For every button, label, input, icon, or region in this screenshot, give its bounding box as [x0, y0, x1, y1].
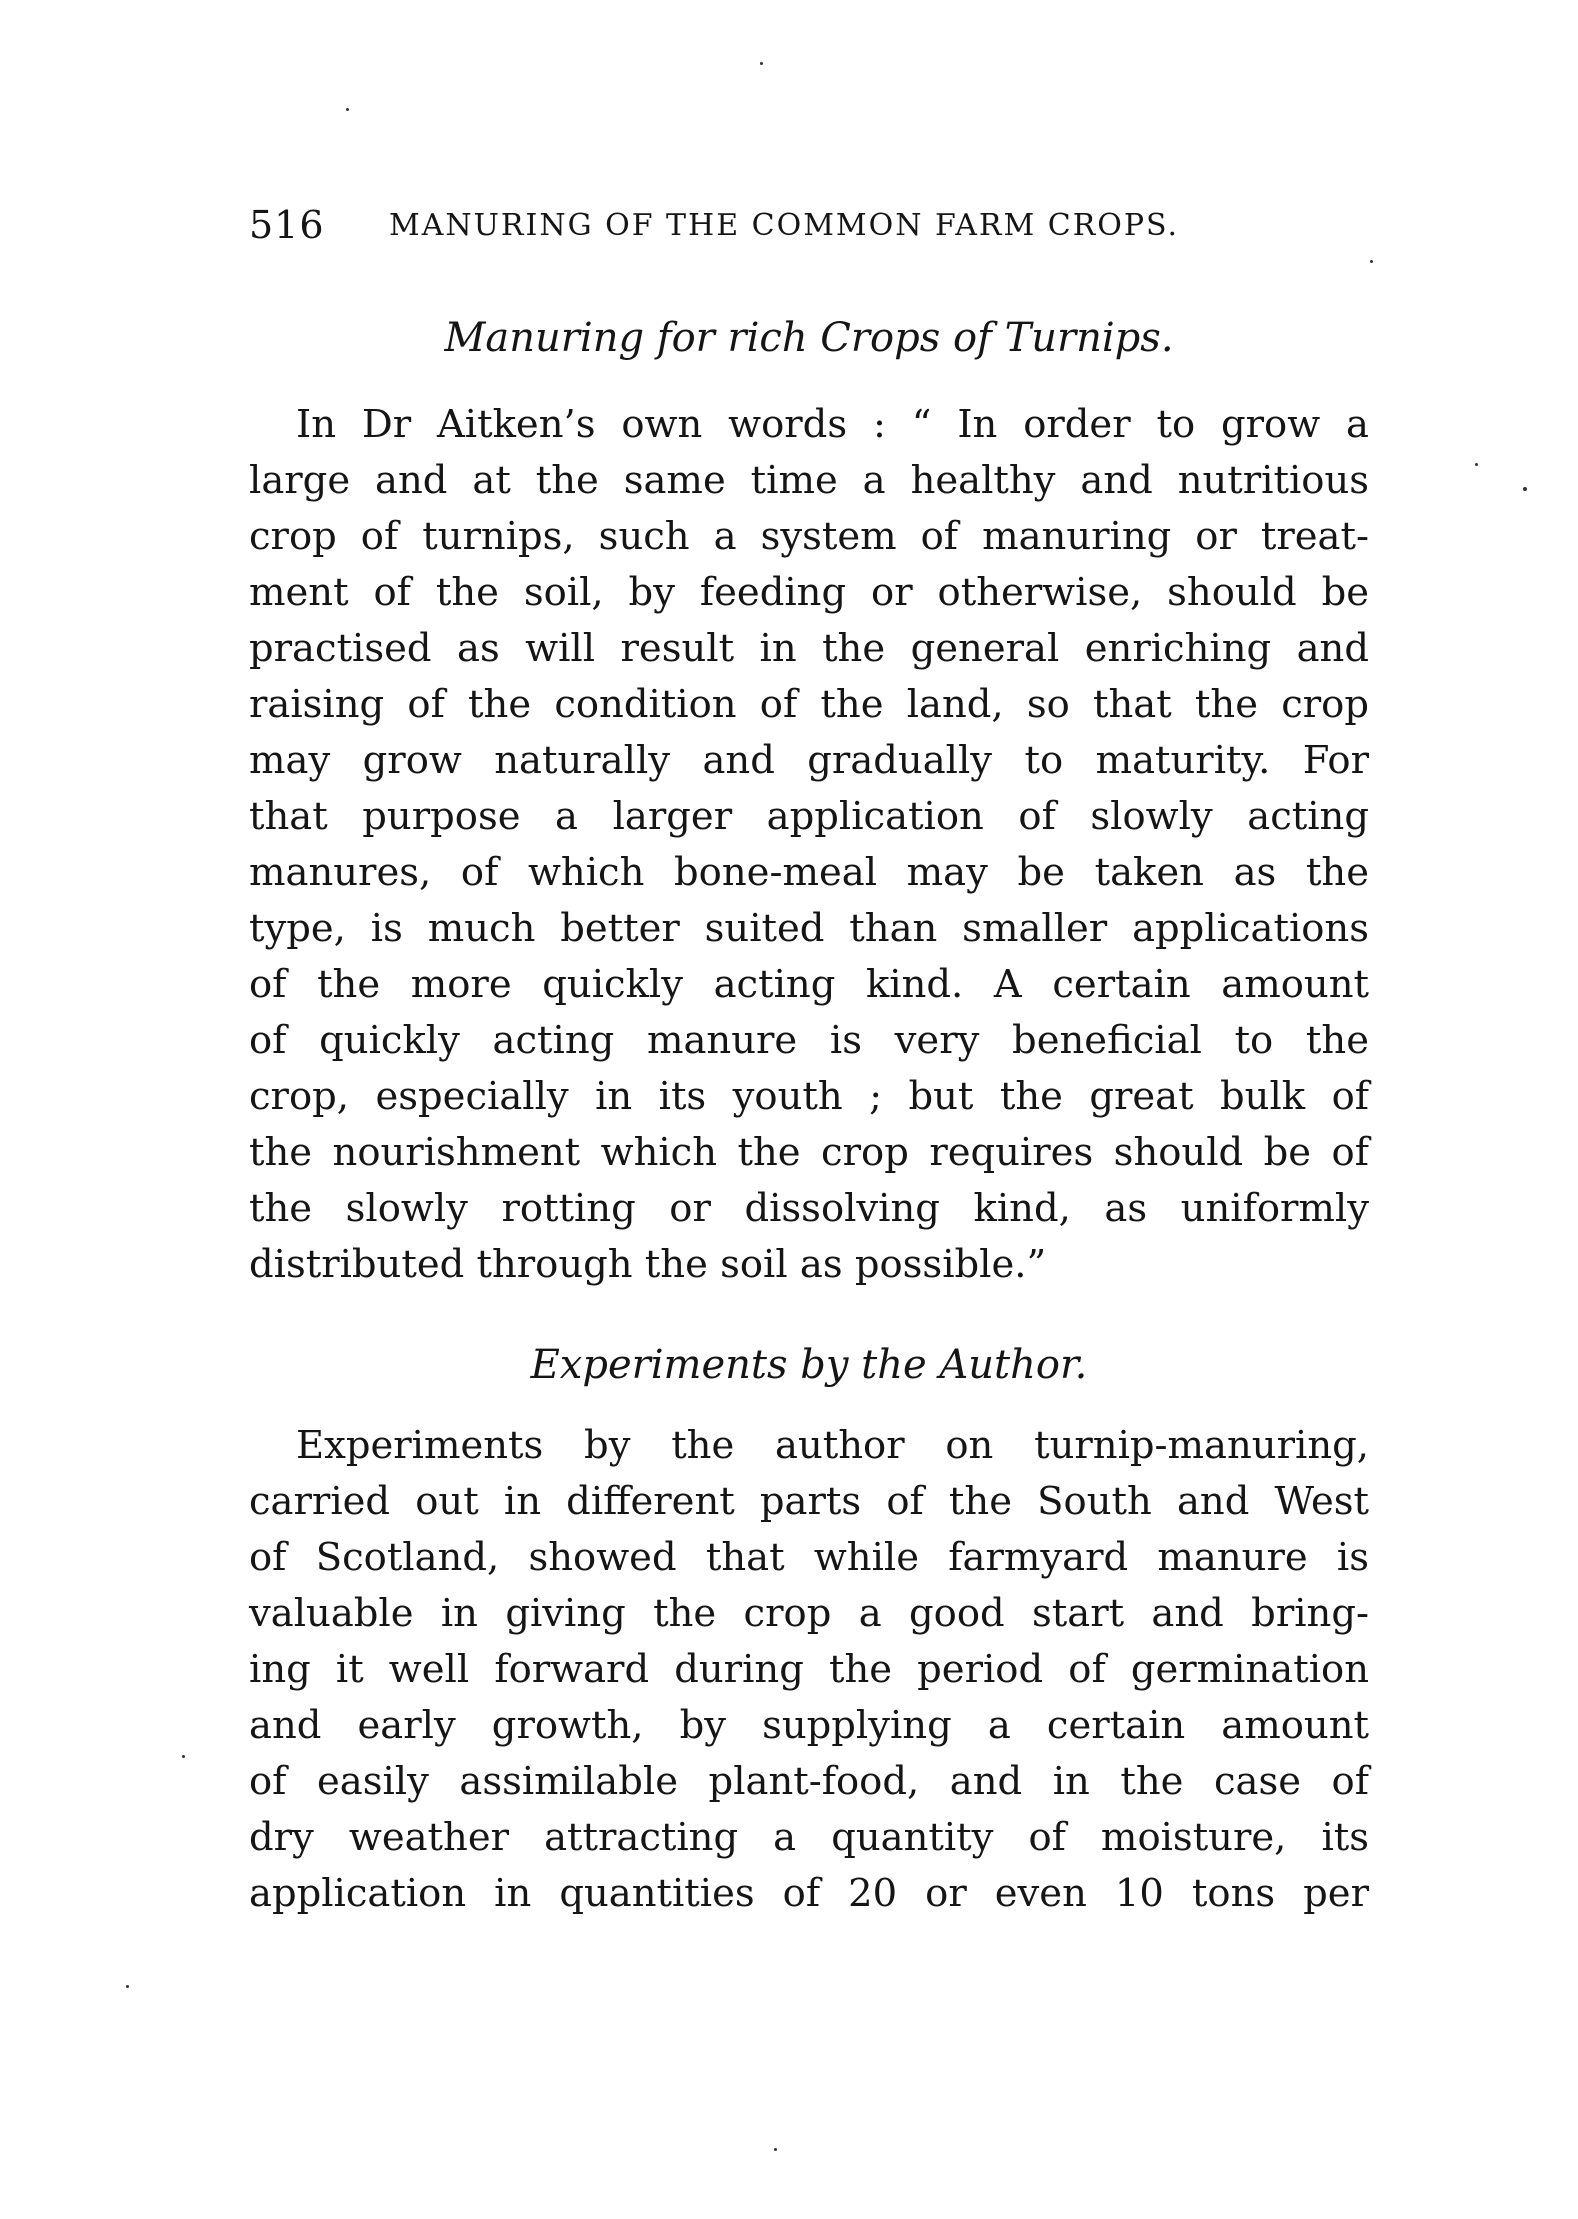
paper-speck — [346, 108, 349, 111]
text-line: distributed through the soil as possible.” — [249, 1242, 1047, 1287]
text-line: crop of turnips, such a system of manuring or treat- — [249, 514, 1369, 559]
text-line: of quickly acting manure is very beneficial to the — [249, 1018, 1369, 1063]
text-line: dry weather attracting a quantity of moisture, its — [249, 1815, 1369, 1860]
text-line: may grow naturally and gradually to maturity. For — [249, 738, 1369, 783]
text-line: crop, especially in its youth ; but the great bulk of — [249, 1074, 1369, 1119]
paper-speck — [1475, 463, 1478, 466]
text-line: manures, of which bone-meal may be taken as the — [249, 850, 1369, 895]
text-line: large and at the same time a healthy and nutritious — [249, 458, 1369, 503]
running-title: MANURING OF THE COMMON FARM CROPS. — [389, 208, 1180, 243]
paper-speck — [1370, 260, 1373, 263]
text-line: raising of the condition of the land, so that the crop — [249, 682, 1369, 727]
text-line: of the more quickly acting kind. A certain amount — [249, 962, 1369, 1007]
text-line: type, is much better suited than smaller applications — [249, 906, 1369, 951]
page-number: 516 — [249, 203, 325, 247]
text-line: carried out in different parts of the South and West — [249, 1479, 1369, 1524]
running-head — [249, 200, 1369, 250]
paper-speck — [760, 62, 763, 65]
text-line: and early growth, by supplying a certain amount — [249, 1703, 1369, 1748]
text-line: ment of the soil, by feeding or otherwise, should be — [249, 570, 1369, 615]
text-line: of Scotland, showed that while farmyard manure is — [249, 1535, 1369, 1580]
text-line: ing it well forward during the period of germination — [249, 1647, 1369, 1692]
section-heading-experiments: Experiments by the Author. — [530, 1342, 1088, 1388]
text-line: valuable in giving the crop a good start and bring- — [249, 1591, 1369, 1636]
text-line: of easily assimilable plant-food, and in the case of — [249, 1759, 1369, 1804]
text-line: the nourishment which the crop requires should be of — [249, 1130, 1369, 1175]
text-line: application in quantities of 20 or even 10 tons per — [249, 1871, 1369, 1916]
text-line: Experiments by the author on turnip-manuring, — [296, 1423, 1369, 1468]
paper-speck — [126, 1985, 129, 1988]
text-line: that purpose a larger application of slowly acting — [249, 794, 1369, 839]
paper-speck — [774, 2148, 777, 2151]
text-line: practised as will result in the general enriching and — [249, 626, 1369, 671]
text-line: In Dr Aitken’s own words : “ In order to grow a — [296, 402, 1369, 447]
text-line: the slowly rotting or dissolving kind, as uniformly — [249, 1186, 1369, 1231]
section-heading-turnips: Manuring for rich Crops of Turnips. — [444, 315, 1174, 361]
paper-speck — [1523, 487, 1527, 491]
paper-speck — [182, 1755, 185, 1758]
